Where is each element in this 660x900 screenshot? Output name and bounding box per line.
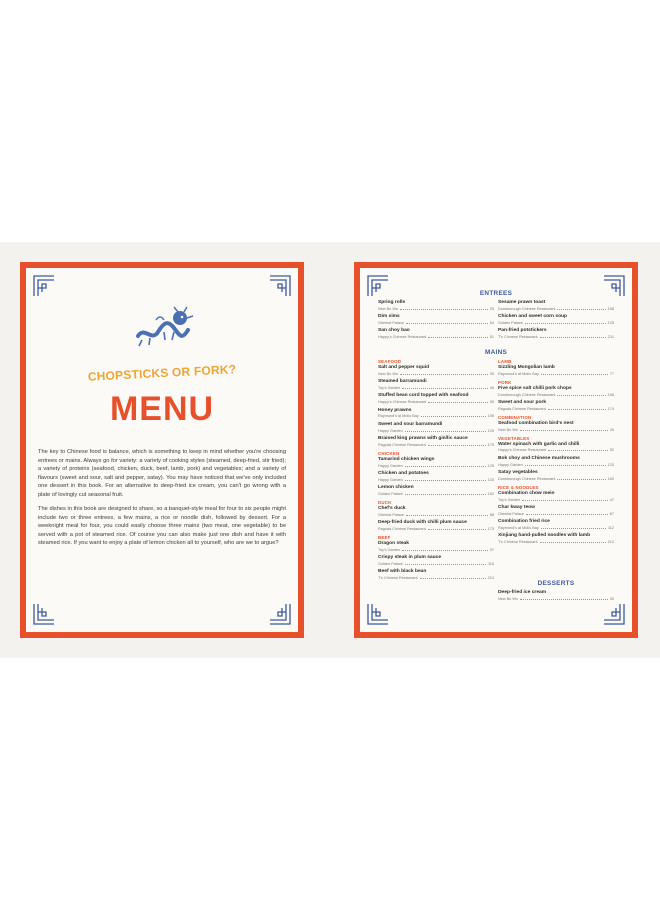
dot-leader	[400, 371, 488, 375]
dish-source-line	[378, 371, 494, 377]
dish-name: Spring rolls	[378, 300, 406, 305]
page-number: 47	[609, 497, 614, 502]
intro-paragraph: The key to Chinese food is balance, which is something to keep in mind whether you're choosing entrees or mains. Always go for variety: a variety of cooking styles (steamed, deep-fried, stir fried); a variety of proteins (seafood, chicken, duck, beef, lamb, pork) and vegetables; and a variety of flavours (sweet and sour, salt and pepper, satay). You may have noticed that we've only included one dessert in this book. For an alternative to deep-fried ice cream, you can't go wrong with a plate of lovingly cut seasonal fruit.	[38, 449, 286, 498]
page-number: 213	[487, 576, 494, 581]
dot-leader	[557, 476, 605, 480]
fretwork-corner-icon	[602, 602, 626, 626]
dot-leader	[525, 320, 606, 324]
page-number: 116	[487, 561, 494, 566]
dish-name: Crispy steak in plum sauce	[378, 555, 442, 561]
restaurant-name: New Bo Wo	[378, 306, 398, 311]
restaurant-name: Oriental Palace	[498, 511, 524, 516]
menu-item	[378, 485, 494, 497]
dish-source-line	[498, 427, 614, 433]
menu-item	[378, 408, 494, 420]
restaurant-name: Happy Garden	[498, 462, 523, 467]
menu-item	[378, 471, 494, 483]
dot-leader	[405, 463, 486, 467]
menu-item	[498, 590, 614, 602]
restaurant-name: Happy Garden	[378, 428, 403, 433]
dish-name: Seafood combination bird's nest	[498, 420, 574, 426]
restaurant-name: New Bo Wo	[498, 596, 518, 601]
fretwork-corner-icon	[268, 602, 292, 626]
restaurant-name: Happy's Chinese Restaurant	[378, 335, 427, 340]
page-number: 160	[607, 476, 614, 481]
dot-leader	[428, 334, 488, 338]
dish-source-line	[378, 491, 494, 497]
dish-name: Char kway teow	[498, 504, 535, 510]
menu-item	[378, 314, 494, 326]
page-number: 106	[487, 414, 494, 419]
dish-name: Steamed barramundi	[378, 379, 427, 385]
dish-source-line	[498, 497, 614, 503]
dish-source-line	[378, 575, 494, 581]
menu-item	[378, 436, 494, 448]
restaurant-name: Oriental Palace	[378, 512, 404, 517]
menu-item	[378, 365, 494, 377]
dot-leader	[406, 320, 488, 324]
desserts-col	[498, 590, 614, 604]
dish-name: Chicken and sweet corn soup	[498, 314, 568, 320]
dish-name: Sesame prawn toast	[498, 300, 546, 305]
restaurant-name: T's Chinese Restaurant	[378, 576, 418, 581]
menu-item	[378, 541, 494, 553]
dish-source-line	[498, 334, 614, 340]
dish-source-line	[498, 320, 614, 326]
fretwork-corner-icon	[32, 602, 56, 626]
dish-source-line	[498, 447, 614, 453]
menu-item	[498, 533, 614, 545]
menu-item	[378, 300, 494, 312]
dot-leader	[428, 526, 486, 530]
dish-name: Beef with black bean	[378, 569, 427, 575]
category-heading: COMBINATION	[498, 414, 532, 420]
dot-leader	[557, 306, 605, 310]
dish-name: Sweet and sour barramundi	[378, 421, 443, 427]
menu-item	[378, 569, 494, 581]
dot-leader	[520, 596, 608, 600]
page-number: 173	[487, 526, 494, 531]
dot-leader	[405, 428, 486, 432]
category-heading: SEAFOOD	[378, 359, 402, 364]
dot-leader	[525, 462, 606, 466]
dish-name: Water spinach with garlic and chilli	[498, 441, 580, 447]
restaurant-name: Dunsborough Chinese Restaurant	[498, 392, 556, 397]
dish-name: Dim sims	[378, 314, 400, 320]
dish-name: Bok choy and Chinese mushrooms	[498, 455, 580, 461]
dish-source-line	[378, 306, 494, 312]
entrees-col-left	[378, 300, 494, 343]
dish-source-line	[498, 476, 614, 482]
dot-leader	[428, 442, 486, 446]
dish-name: Xinjiang hand-pulled noodles with lamb	[498, 533, 591, 539]
fretwork-corner-icon	[32, 274, 56, 298]
page-number: 26	[609, 427, 614, 432]
menu-item	[498, 400, 614, 412]
fretwork-corner-icon	[366, 602, 390, 626]
right-page-inner	[360, 268, 632, 632]
intro-text	[38, 448, 286, 554]
restaurant-name: Dunsborough Chinese Restaurant	[498, 306, 556, 311]
page-number: 67	[609, 511, 614, 516]
dish-source-line	[498, 406, 614, 412]
page-number: 112	[607, 525, 614, 530]
dot-leader	[520, 427, 608, 431]
dish-name: San choy bao	[378, 328, 410, 334]
restaurant-name: Happy Garden	[378, 477, 403, 482]
left-page-inner	[26, 268, 298, 632]
restaurant-name: Raymond's at Mollo Bay	[498, 525, 539, 530]
dish-name: Chicken and potatoes	[378, 470, 429, 476]
right-page	[354, 262, 638, 638]
page-number: 156	[607, 392, 614, 397]
dish-name: Tamarind chicken wings	[378, 456, 435, 462]
dot-leader	[405, 491, 486, 495]
menu-item	[498, 505, 614, 517]
menu-item	[378, 520, 494, 532]
page-number: 125	[607, 320, 614, 325]
left-page	[20, 262, 304, 638]
menu-item	[378, 457, 494, 469]
menu-item	[498, 328, 614, 340]
page-number: 37	[489, 547, 494, 552]
dish-name: Satay vegetables	[498, 469, 538, 475]
restaurant-name: Golden Palace	[498, 320, 523, 325]
dot-leader	[405, 561, 486, 565]
desserts-heading: DESSERTS	[537, 580, 575, 587]
dish-name: Deep-fried duck with chilli plum sauce	[378, 520, 467, 526]
page-number: 174	[607, 406, 614, 411]
restaurant-name: Happy's Chinese Restaurant	[498, 448, 547, 453]
dot-leader	[406, 512, 488, 516]
dish-source-line	[498, 392, 614, 398]
page-number: 52	[609, 448, 614, 453]
page-number: 125	[487, 463, 494, 468]
dish-source-line	[378, 512, 494, 518]
dish-source-line	[378, 463, 494, 469]
entrees-col-right	[498, 300, 614, 343]
dish-name: Stuffed bean curd topped with seafood	[378, 393, 469, 399]
page-number: 55	[489, 400, 494, 405]
menu-item	[498, 491, 614, 503]
menu-item	[498, 365, 614, 377]
category-heading: BEEF	[378, 534, 391, 540]
page-number: 68	[489, 512, 494, 517]
menu-item	[378, 393, 494, 405]
dot-leader	[541, 525, 606, 529]
entrees-heading: ENTREES	[479, 290, 513, 297]
dish-source-line	[498, 596, 614, 602]
dot-leader	[540, 539, 606, 543]
menu-item	[498, 314, 614, 326]
menu-item	[498, 456, 614, 468]
page-number: 133	[607, 462, 614, 467]
page-number: 35	[489, 371, 494, 376]
dot-leader	[400, 306, 488, 310]
dish-source-line	[498, 525, 614, 531]
menu-item	[378, 379, 494, 391]
dot-leader	[557, 392, 605, 396]
menu-item	[378, 555, 494, 567]
dot-leader	[421, 413, 486, 417]
dish-source-line	[378, 413, 494, 419]
restaurant-name: Happy's Chinese Restaurant	[378, 400, 427, 405]
restaurant-name: Golden Palace	[378, 491, 403, 496]
page-number: 25	[489, 306, 494, 311]
page-number: 212	[607, 540, 614, 545]
dish-name: Dragon steak	[378, 540, 409, 546]
mains-heading: MAINS	[484, 349, 508, 356]
dish-name: Honey prawns	[378, 407, 412, 413]
mains-col-right	[498, 356, 614, 548]
menu-item	[498, 470, 614, 482]
category-heading: PORK	[498, 379, 512, 385]
dot-leader	[548, 447, 608, 451]
restaurant-name: Golden Palace	[378, 561, 403, 566]
restaurant-name: Oriental Palace	[378, 320, 404, 325]
restaurant-name: Raymond's at Mollo Bay	[498, 371, 539, 376]
restaurant-name: Happy Garden	[378, 463, 403, 468]
dish-source-line	[378, 320, 494, 326]
menu-item	[498, 421, 614, 433]
restaurant-name: Pagoda Chinese Restaurant	[378, 442, 426, 447]
dish-name: Combination chow mein	[498, 490, 555, 496]
dot-leader	[522, 497, 608, 501]
menu-title: MENU	[109, 390, 215, 428]
restaurant-name: T's Chinese Restaurant	[498, 335, 538, 340]
page-number: 158	[607, 306, 614, 311]
page-number: 30	[609, 596, 614, 601]
restaurant-name: Dunsborough Chinese Restaurant	[498, 476, 556, 481]
menu-item	[498, 386, 614, 398]
category-heading: DUCK	[378, 499, 392, 505]
page-number: 49	[489, 385, 494, 390]
intro-paragraph: The dishes in this book are designed to share, so a banquet-style meal for four to six people might include two or three entrees, a few mains, a rice or noodle dish, followed by dessert. For a weeknight meal for four, you could easily choose three mains (two meat, one vegetable) to be served with a pot of steamed rice. Of course you can also make just one dish and have it with steamed rice. If you want to enjoy a plate of lemon chicken all to yourself, who are we to argue?	[38, 506, 286, 546]
dish-source-line	[498, 539, 614, 545]
restaurant-name: Pagoda Chinese Restaurant	[498, 406, 546, 411]
dish-source-line	[378, 334, 494, 340]
dot-leader	[428, 399, 488, 403]
dish-source-line	[498, 371, 614, 377]
page-number: 175	[487, 442, 494, 447]
dot-leader	[540, 334, 606, 338]
category-heading: VEGETABLES	[498, 435, 530, 441]
category-heading: RICE & NOODLES	[498, 484, 539, 490]
restaurant-name: Pagoda Chinese Restaurant	[378, 526, 426, 531]
dish-source-line	[378, 477, 494, 483]
dot-leader	[402, 547, 488, 551]
menu-item	[378, 506, 494, 518]
dish-name: Braised king prawns with gin/lic sauce	[378, 435, 468, 441]
restaurant-name: New Bo Wo	[378, 371, 398, 376]
dish-source-line	[378, 385, 494, 391]
page-number: 77	[609, 371, 614, 376]
dish-source-line	[498, 306, 614, 312]
category-heading: LAMB	[498, 359, 512, 364]
page-number: 51	[489, 335, 494, 340]
dish-name: Five spice salt chilli pork chops	[498, 385, 572, 391]
dot-leader	[526, 511, 608, 515]
dish-source-line	[498, 462, 614, 468]
dish-name: Combination fried rice	[498, 519, 550, 525]
dish-name: Lemon chicken	[378, 485, 414, 491]
dish-name: Pan-fried potstickers	[498, 328, 547, 334]
dot-leader	[402, 385, 488, 389]
dish-source-line	[378, 561, 494, 567]
dish-name: Salt and pepper squid	[378, 365, 430, 370]
dot-leader	[548, 406, 606, 410]
page-number: 64	[489, 320, 494, 325]
dish-name: Sweet and sour pork	[498, 399, 547, 405]
dot-leader	[541, 371, 608, 375]
dish-source-line	[378, 442, 494, 448]
dot-leader	[405, 477, 486, 481]
dot-leader	[420, 575, 486, 579]
dish-name: Deep-fried ice cream	[498, 590, 547, 595]
restaurant-name: Toy's Garden	[378, 547, 401, 552]
page-number: 211	[607, 335, 614, 340]
menu-item	[378, 422, 494, 434]
restaurant-name: Toy's Garden	[378, 385, 401, 390]
page-number: 133	[487, 477, 494, 482]
restaurant-name: Toy's Garden	[498, 497, 521, 502]
fretwork-corner-icon	[268, 274, 292, 298]
dish-source-line	[378, 399, 494, 405]
menu-item	[498, 300, 614, 312]
dish-name: Sizzling Mongolian lamb	[498, 365, 555, 370]
category-heading: CHICKEN	[378, 450, 400, 456]
restaurant-name: New Bo Wo	[498, 427, 518, 432]
menu-item	[378, 328, 494, 340]
page-number: 125	[487, 428, 494, 433]
menu-item	[498, 519, 614, 531]
restaurant-name: Raymond's at Mollo Bay	[378, 414, 419, 419]
menu-subtitle: CHOPSTICKS OR FORK?	[87, 362, 237, 384]
mains-col-left	[378, 356, 494, 583]
dish-source-line	[498, 511, 614, 517]
dish-source-line	[378, 547, 494, 553]
dish-source-line	[378, 526, 494, 532]
dragon-icon	[134, 306, 194, 350]
menu-item	[498, 442, 614, 454]
restaurant-name: T's Chinese Restaurant	[498, 540, 538, 545]
dish-source-line	[378, 428, 494, 434]
dish-name: Chef's duck	[378, 505, 406, 511]
page-number: 152	[487, 491, 494, 496]
